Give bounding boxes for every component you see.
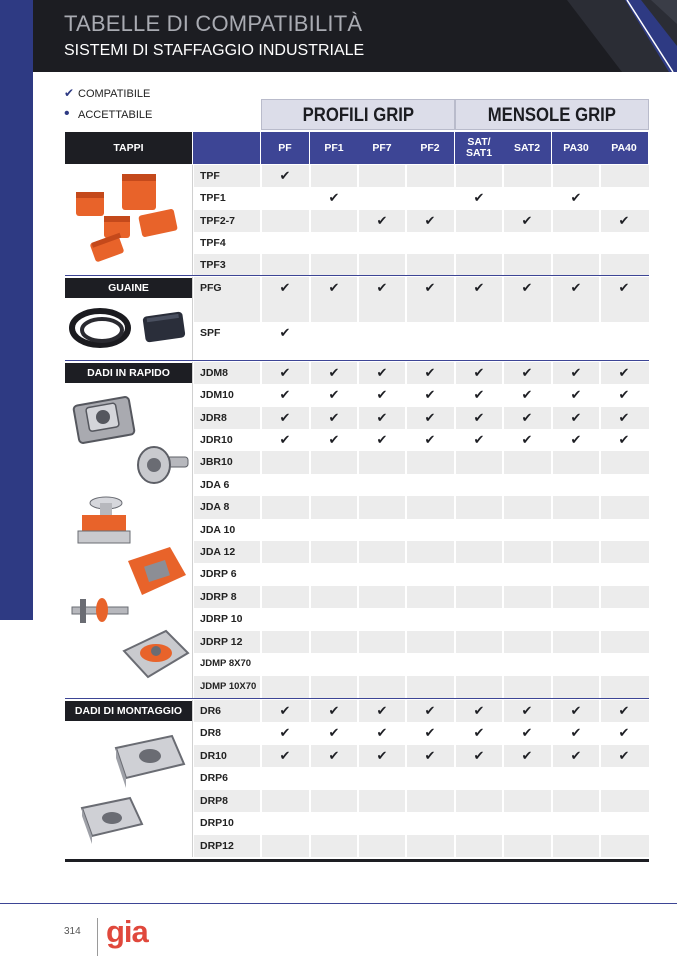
header-corner-decoration	[557, 0, 677, 72]
row-code: SPF	[200, 327, 221, 339]
compatible-check-icon: ✔	[618, 725, 630, 740]
row-code: DRP8	[200, 795, 229, 807]
compatible-check-icon: ✔	[424, 365, 436, 380]
compatible-check-icon: ✔	[424, 725, 436, 740]
compatible-check-icon: ✔	[424, 387, 436, 402]
compatible-check-icon: ✔	[279, 168, 291, 183]
group-mensole-grip	[455, 99, 649, 130]
footer-vertical-divider	[97, 918, 98, 956]
column-separator	[599, 700, 601, 857]
row-code: JDRP 12	[200, 636, 243, 648]
dadi-in-rapido-product-image	[66, 385, 192, 685]
row-code: DR10	[200, 750, 227, 762]
gia-logo: gia	[106, 914, 148, 949]
compatible-check-icon: ✔	[521, 410, 533, 425]
legend-acceptable	[64, 105, 153, 122]
label-column-separator	[192, 362, 193, 698]
column-header-pf2: PF2	[406, 132, 454, 164]
compatible-check-icon: ✔	[328, 280, 340, 295]
compatible-check-icon: ✔	[328, 387, 340, 402]
column-separator	[405, 165, 407, 275]
row-code: JDA 10	[200, 524, 236, 536]
label-column-separator	[192, 277, 193, 360]
row-code: JBR10	[200, 456, 233, 468]
column-separator	[502, 362, 504, 698]
compatible-check-icon: ✔	[473, 410, 485, 425]
column-header-pf7: PF7	[358, 132, 406, 164]
column-separator	[405, 700, 407, 857]
column-separator	[405, 277, 407, 360]
row-code: JDMP 8X70	[200, 658, 252, 669]
page-header	[0, 0, 677, 72]
left-accent-bar	[0, 0, 33, 620]
compatible-check-icon: ✔	[424, 748, 436, 763]
compatible-check-icon: ✔	[376, 725, 388, 740]
compatible-check-icon: ✔	[618, 432, 630, 447]
row-code: TPF	[200, 170, 220, 182]
row-code: DRP12	[200, 840, 234, 852]
page-subtitle: SISTEMI DI STAFFAGGIO INDUSTRIALE	[64, 42, 365, 59]
column-separator	[454, 362, 456, 698]
compatible-check-icon: ✔	[618, 280, 630, 295]
compatible-check-icon: ✔	[328, 432, 340, 447]
compatible-check-icon: ✔	[521, 432, 533, 447]
compatible-check-icon: ✔	[328, 748, 340, 763]
legend-acceptable-label: ACCETTABILE	[78, 109, 153, 121]
compatible-check-icon: ✔	[521, 213, 533, 228]
column-separator	[454, 700, 456, 857]
compatible-check-icon: ✔	[328, 725, 340, 740]
row-code: PFG	[200, 282, 222, 294]
compatible-check-icon: ✔	[473, 280, 485, 295]
compatible-check-icon: ✔	[570, 280, 582, 295]
column-separator	[502, 277, 504, 360]
column-separator	[260, 362, 262, 698]
compatible-check-icon: ✔	[473, 748, 485, 763]
row-code: JDMP 10X70	[200, 681, 257, 692]
compatible-check-icon: ✔	[279, 703, 291, 718]
compatible-check-icon: ✔	[279, 365, 291, 380]
compatible-check-icon: ✔	[521, 280, 533, 295]
column-separator	[454, 277, 456, 360]
column-separator	[260, 700, 262, 857]
compatible-check-icon: ✔	[279, 748, 291, 763]
compatible-check-icon: ✔	[328, 410, 340, 425]
column-separator	[599, 362, 601, 698]
column-separator	[309, 362, 311, 698]
compatible-check-icon: ✔	[279, 432, 291, 447]
legend-compatible-label: COMPATIBILE	[78, 88, 151, 100]
guaine-product-image	[66, 302, 190, 358]
compatible-check-icon: ✔	[424, 213, 436, 228]
compatible-check-icon: ✔	[618, 365, 630, 380]
compatible-check-icon: ✔	[376, 387, 388, 402]
compatible-check-icon: ✔	[473, 725, 485, 740]
compatible-check-icon: ✔	[473, 703, 485, 718]
compatible-check-icon: ✔	[570, 725, 582, 740]
row-code: TPF2-7	[200, 215, 236, 227]
section-divider	[65, 360, 649, 361]
row-code: JDRP 10	[200, 613, 243, 625]
compatible-check-icon: ✔	[424, 410, 436, 425]
compatible-check-icon: ✔	[376, 748, 388, 763]
compatible-check-icon: ✔	[521, 725, 533, 740]
compatible-check-icon: ✔	[473, 432, 485, 447]
row-code: JDA 6	[200, 479, 230, 491]
column-separator	[309, 277, 311, 360]
compatible-check-icon: ✔	[473, 365, 485, 380]
compatible-check-icon: ✔	[279, 325, 291, 340]
page-title: TABELLE DI COMPATIBILITÀ	[64, 11, 363, 36]
compatible-check-icon: ✔	[570, 190, 582, 205]
compatible-check-icon: ✔	[328, 365, 340, 380]
compatible-check-icon: ✔	[279, 387, 291, 402]
compatible-check-icon: ✔	[279, 410, 291, 425]
legend-compatible	[64, 86, 150, 100]
compatible-check-icon: ✔	[570, 410, 582, 425]
header-label-cell: TAPPI	[65, 132, 192, 164]
compatible-check-icon: ✔	[570, 703, 582, 718]
row-code: JDM8	[200, 367, 229, 379]
compatible-check-icon: ✔	[376, 365, 388, 380]
column-separator	[551, 700, 553, 857]
column-separator	[502, 165, 504, 275]
section-divider	[65, 275, 649, 276]
compatible-check-icon: ✔	[618, 213, 630, 228]
column-separator	[454, 165, 456, 275]
compatible-check-icon: ✔	[279, 280, 291, 295]
section-label-guaine: GUAINE	[65, 278, 192, 298]
row-code: DR8	[200, 727, 222, 739]
dot-icon: •	[64, 105, 70, 122]
compatible-check-icon: ✔	[570, 387, 582, 402]
column-separator	[502, 700, 504, 857]
column-header-pa40: PA40	[600, 132, 648, 164]
column-separator	[357, 277, 359, 360]
compatible-check-icon: ✔	[570, 432, 582, 447]
column-separator	[357, 700, 359, 857]
compatible-check-icon: ✔	[376, 432, 388, 447]
compatible-check-icon: ✔	[473, 190, 485, 205]
compatible-check-icon: ✔	[618, 703, 630, 718]
row-code: TPF4	[200, 237, 226, 249]
column-separator	[357, 165, 359, 275]
column-separator	[405, 362, 407, 698]
label-column-separator	[192, 700, 193, 857]
section-label-dadi-di-montaggio: DADI DI MONTAGGIO	[65, 701, 192, 721]
compatible-check-icon: ✔	[376, 703, 388, 718]
column-header-pa30: PA30	[552, 132, 600, 164]
tappi-product-image	[68, 168, 190, 270]
table-bottom-rule	[65, 859, 649, 862]
compatible-check-icon: ✔	[424, 280, 436, 295]
group-profili-grip	[261, 99, 455, 130]
compatible-check-icon: ✔	[376, 213, 388, 228]
compatible-check-icon: ✔	[521, 703, 533, 718]
compatible-check-icon: ✔	[328, 703, 340, 718]
compatible-check-icon: ✔	[618, 748, 630, 763]
group-profili-grip-label: PROFILI GRIP	[302, 105, 414, 126]
compatible-check-icon: ✔	[376, 280, 388, 295]
compatible-check-icon: ✔	[424, 703, 436, 718]
compatible-check-icon: ✔	[424, 432, 436, 447]
compatible-check-icon: ✔	[376, 410, 388, 425]
column-separator	[551, 277, 553, 360]
column-separator	[309, 165, 311, 275]
dadi-di-montaggio-product-image	[68, 730, 192, 850]
column-header-sat-sat1: SAT/ SAT1	[455, 132, 503, 164]
column-separator	[599, 165, 601, 275]
row-code: TPF3	[200, 259, 226, 271]
row-code: JDA 8	[200, 501, 230, 513]
section-divider	[65, 698, 649, 699]
footer-divider	[0, 903, 677, 904]
label-column-separator	[192, 165, 193, 275]
column-header-sat2: SAT2	[503, 132, 551, 164]
row-code: JDR10	[200, 434, 233, 446]
column-separator	[551, 362, 553, 698]
row-code: JDM10	[200, 389, 234, 401]
column-header-pf1: PF1	[310, 132, 358, 164]
compatible-check-icon: ✔	[618, 410, 630, 425]
column-header-pf: PF	[261, 132, 309, 164]
page-number: 314	[64, 926, 81, 937]
row-code: DR6	[200, 705, 222, 717]
compatible-check-icon: ✔	[618, 387, 630, 402]
group-mensole-grip-label: MENSOLE GRIP	[487, 105, 617, 126]
compatible-check-icon: ✔	[521, 387, 533, 402]
column-separator	[599, 277, 601, 360]
compatible-check-icon: ✔	[521, 748, 533, 763]
compatible-check-icon: ✔	[570, 365, 582, 380]
section-label-dadi-in-rapido: DADI IN RAPIDO	[65, 363, 192, 383]
row-code: DRP10	[200, 817, 234, 829]
column-separator	[260, 165, 262, 275]
header-spacer-cell	[193, 132, 260, 164]
compatible-check-icon: ✔	[473, 387, 485, 402]
compatible-check-icon: ✔	[279, 725, 291, 740]
row-code: JDRP 8	[200, 591, 237, 603]
row-code: TPF1	[200, 192, 226, 204]
row-code: JDRP 6	[200, 568, 237, 580]
row-code: DRP6	[200, 772, 229, 784]
column-separator	[357, 362, 359, 698]
row-code: JDR8	[200, 412, 227, 424]
column-separator	[260, 277, 262, 360]
row-code: JDA 12	[200, 546, 236, 558]
compatible-check-icon: ✔	[521, 365, 533, 380]
compatible-check-icon: ✔	[328, 190, 340, 205]
column-separator	[551, 165, 553, 275]
check-icon: ✔	[64, 86, 75, 100]
compatible-check-icon: ✔	[570, 748, 582, 763]
column-separator	[309, 700, 311, 857]
